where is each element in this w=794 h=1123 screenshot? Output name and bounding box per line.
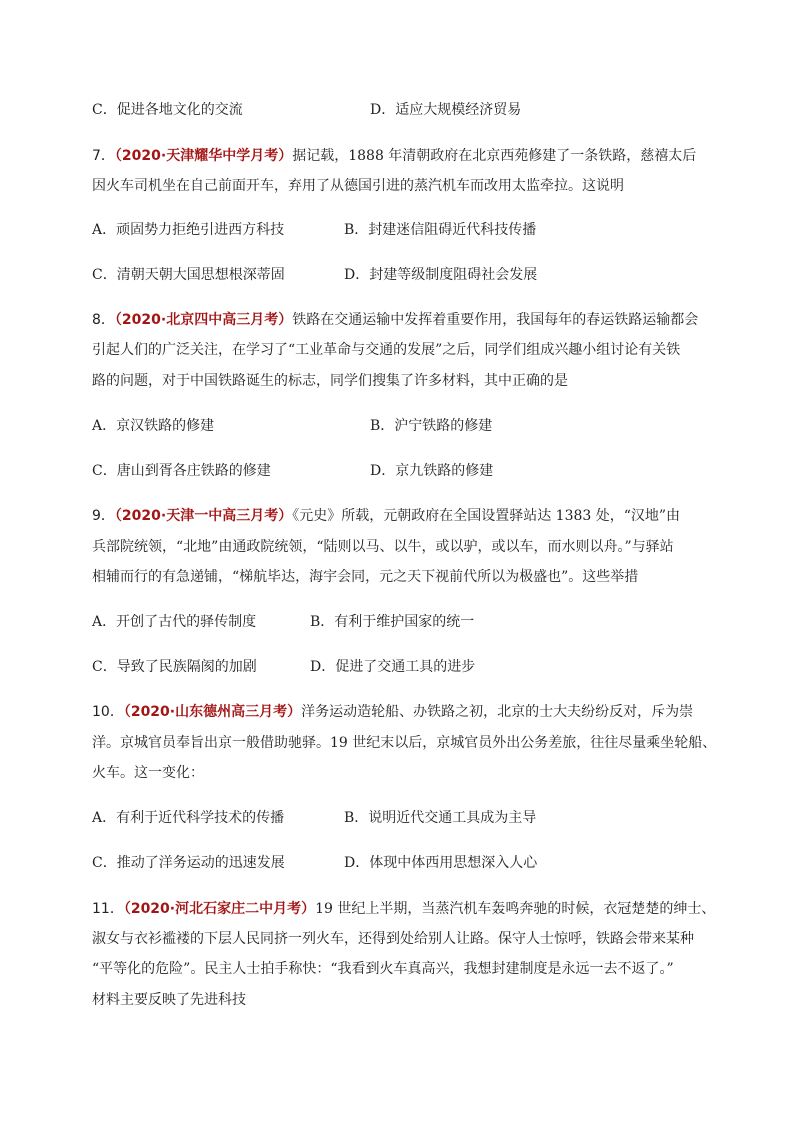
q8-source: （2020·北京四中高三月考） bbox=[114, 312, 293, 328]
q7-text-1: 据记载，1888 年清朝政府在北京西苑修建了一条铁路，慈禧太后 bbox=[292, 148, 697, 164]
q9-option-d[interactable]: D．促进了交通工具的进步 bbox=[310, 659, 476, 675]
q9-option-c[interactable]: C．导致了民族隔阂的加剧 bbox=[92, 659, 257, 675]
q8-option-d[interactable]: D．京九铁路的修建 bbox=[370, 463, 494, 479]
q10-option-a[interactable]: A．有利于近代科学技术的传播 bbox=[92, 810, 285, 826]
q11-stem-line-1 bbox=[92, 899, 722, 919]
q8-stem-line-1 bbox=[92, 310, 722, 330]
q11-text-1: 19 世纪上半期，当蒸汽机车轰鸣奔驰的时候，衣冠楚楚的绅士、 bbox=[315, 901, 716, 917]
q10-option-d[interactable]: D．体现中体西用思想深入人心 bbox=[344, 855, 538, 871]
q8-option-c[interactable]: C．唐山到胥各庄铁路的修建 bbox=[92, 463, 271, 479]
q7-option-b[interactable]: B．封建迷信阻碍近代科技传播 bbox=[344, 222, 537, 238]
q9-stem-line-3: 相辅而行的有急递铺，“梯航毕达，海宇会同，元之天下视前代所以为极盛也”。这些举措 bbox=[92, 569, 639, 585]
q11-source: （2020·河北石家庄二中月考） bbox=[123, 901, 316, 917]
q9-option-a[interactable]: A．开创了古代的驿传制度 bbox=[92, 614, 257, 630]
q10-stem-line-3: 火车。这一变化： bbox=[92, 765, 204, 781]
q10-option-c[interactable]: C．推动了洋务运动的迅速发展 bbox=[92, 855, 285, 871]
q10-stem-line-2: 洋。京城官员奉旨出京一般借助驰驿。19 世纪末以后，京城官员外出公务差旅，往往尽量乘坐轮船、 bbox=[92, 735, 717, 751]
q9-stem-line-1 bbox=[92, 506, 722, 526]
q7-option-d[interactable]: D．封建等级制度阻碍社会发展 bbox=[344, 267, 538, 283]
q6-option-c[interactable]: C．促进各地文化的交流 bbox=[92, 102, 243, 118]
q11-stem-line-4: 材料主要反映了先进科技 bbox=[92, 992, 246, 1008]
q9-number: 9． bbox=[92, 508, 115, 524]
q10-option-b[interactable]: B．说明近代交通工具成为主导 bbox=[344, 810, 537, 826]
q10-stem-line-1 bbox=[92, 702, 722, 722]
q7-stem-line-1 bbox=[92, 146, 722, 166]
q7-source: （2020·天津耀华中学月考） bbox=[114, 148, 293, 164]
q7-number: 7． bbox=[92, 148, 115, 164]
q7-option-c[interactable]: C．清朝天朝大国思想根深蒂固 bbox=[92, 267, 285, 283]
q11-number: 11． bbox=[92, 901, 124, 917]
q9-source: （2020·天津一中高三月考） bbox=[114, 508, 293, 524]
q8-number: 8． bbox=[92, 312, 115, 328]
q8-option-b[interactable]: B．沪宁铁路的修建 bbox=[370, 418, 493, 434]
q10-number: 10． bbox=[92, 704, 124, 720]
q10-text-1: 洋务运动造轮船、办铁路之初，北京的士大夫纷纷反对，斥为崇 bbox=[301, 704, 694, 720]
q8-option-a[interactable]: A．京汉铁路的修建 bbox=[92, 418, 215, 434]
q6-option-d[interactable]: D．适应大规模经济贸易 bbox=[370, 102, 522, 118]
q11-stem-line-2: 淑女与衣衫褴褛的下层人民同挤一列火车，还得到处给别人让路。保守人士惊呼，铁路会带来某种 bbox=[92, 931, 694, 947]
q10-source: （2020·山东德州高三月考） bbox=[123, 704, 302, 720]
q7-stem-line-2: 因火车司机坐在自己前面开车，弃用了从德国引进的蒸汽机车而改用太监牵拉。这说明 bbox=[92, 178, 624, 194]
q7-option-a[interactable]: A．顽固势力拒绝引进西方科技 bbox=[92, 222, 285, 238]
q8-text-1: 铁路在交通运输中发挥着重要作用，我国每年的春运铁路运输都会 bbox=[292, 312, 699, 328]
q9-stem-line-2: 兵部院统领，“北地”由通政院统领，“陆则以马、以牛，或以驴，或以车，而水则以舟。”与驿站 bbox=[92, 539, 674, 555]
q8-stem-line-3: 路的问题，对于中国铁路诞生的标志，同学们搜集了许多材料，其中正确的是 bbox=[92, 373, 568, 389]
q9-option-b[interactable]: B．有利于维护国家的统一 bbox=[310, 614, 475, 630]
q8-stem-line-2: 引起人们的广泛关注，在学习了“工业革命与交通的发展”之后，同学们组成兴趣小组讨论有关铁 bbox=[92, 342, 681, 358]
q11-stem-line-3: “平等化的危险”。民主人士拍手称快：“我看到火车真高兴，我想封建制度是永远一去不返了。” bbox=[92, 961, 674, 977]
q9-text-1: 《元史》所载，元朝政府在全国设置驿站达 1383 处，“汉地”由 bbox=[292, 508, 681, 524]
